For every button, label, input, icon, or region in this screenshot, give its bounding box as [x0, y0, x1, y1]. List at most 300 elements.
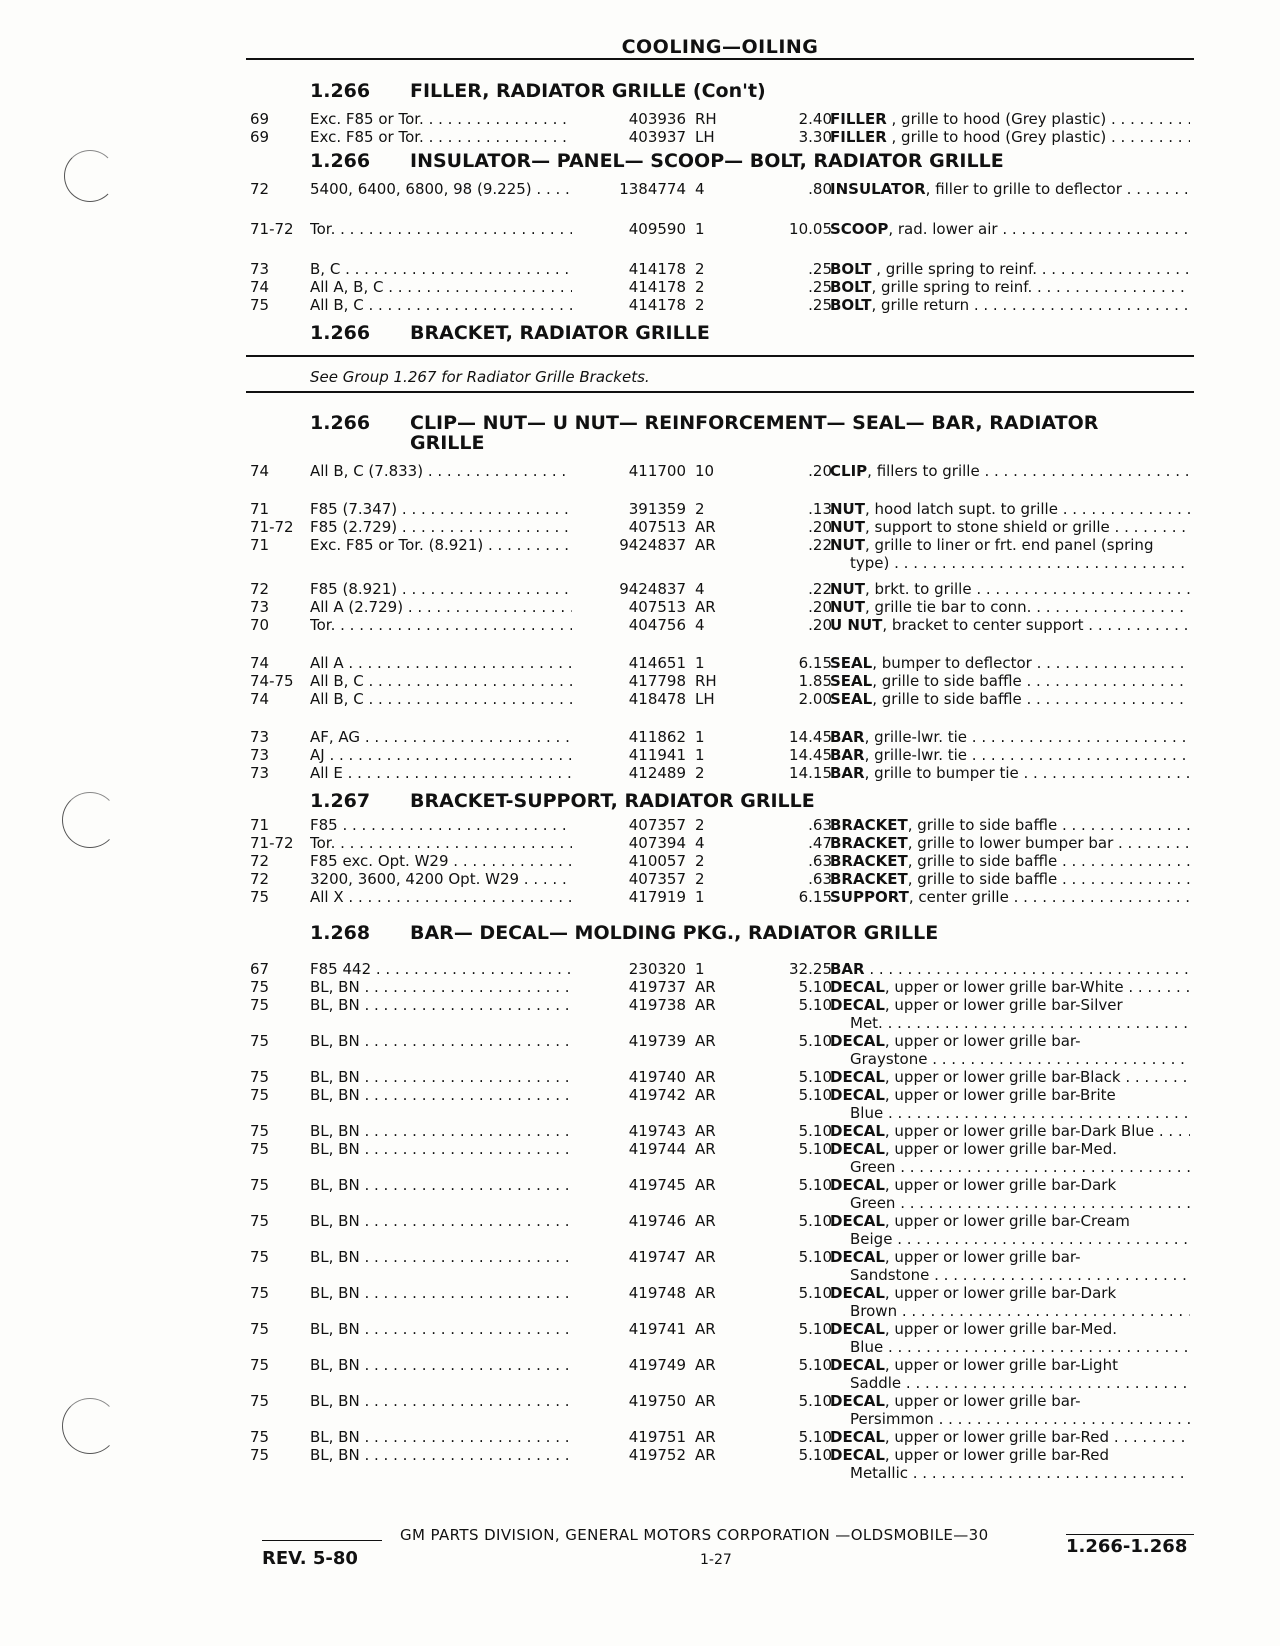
list-price: 5.10 — [798, 1086, 832, 1104]
model-year: 70 — [250, 616, 270, 634]
list-price: .20 — [808, 598, 832, 616]
description-text: , fillers to grille — [867, 462, 980, 480]
application: Exc. F85 or Tor. (8.921) . . . — [310, 536, 572, 554]
description-keyword: NUT — [830, 598, 865, 616]
part-number: 411941 — [628, 746, 686, 764]
description-continued: Blue . . . — [850, 1338, 1190, 1356]
section-heading — [0, 412, 1280, 454]
description-keyword: DECAL — [830, 1428, 885, 1446]
description-text: , support to stone shield or grille — [864, 518, 1110, 536]
application: F85 . . . — [310, 816, 572, 834]
quantity: AR — [695, 1320, 716, 1338]
model-year: 69 — [250, 128, 270, 146]
part-number: 419743 — [628, 1122, 686, 1140]
quantity: AR — [695, 1140, 716, 1158]
quantity: 1 — [695, 960, 705, 978]
binder-hole-mark — [62, 1398, 118, 1454]
quantity: 1 — [695, 746, 705, 764]
application: BL, BN . . . — [310, 1068, 572, 1086]
application: B, C . . . — [310, 260, 572, 278]
model-year: 72 — [250, 870, 270, 888]
list-price: 2.40 — [798, 110, 832, 128]
description-text: , grille to lower bumper bar — [907, 834, 1114, 852]
quantity: AR — [695, 598, 716, 616]
section-title: BRACKET, RADIATOR GRILLE — [410, 322, 710, 344]
description-text: , upper or lower grille bar-Med. — [884, 1320, 1117, 1338]
description — [830, 1356, 1190, 1374]
description-text: , grille return — [871, 296, 970, 314]
application: BL, BN . . . — [310, 1284, 572, 1302]
part-number: 411862 — [628, 728, 686, 746]
quantity: AR — [695, 978, 716, 996]
description — [830, 110, 1190, 128]
application: BL, BN . . . — [310, 978, 572, 996]
description — [830, 1212, 1190, 1230]
description-keyword: NUT — [830, 518, 865, 536]
list-price: 5.10 — [798, 1320, 832, 1338]
list-price: 5.10 — [798, 1140, 832, 1158]
description — [830, 462, 1190, 480]
quantity: 1 — [695, 888, 705, 906]
list-price: 5.10 — [798, 1248, 832, 1266]
quantity: AR — [695, 1032, 716, 1050]
description-text: , grille-lwr. tie — [864, 746, 968, 764]
model-year: 72 — [250, 180, 270, 198]
application: AJ . . . — [310, 746, 572, 764]
description-text: , center grille — [908, 888, 1009, 906]
list-price: 5.10 — [798, 978, 832, 996]
model-year: 75 — [250, 1446, 270, 1464]
description — [830, 616, 1190, 634]
part-number: 419739 — [628, 1032, 686, 1050]
description-text: , grille to hood (Grey plastic) — [886, 128, 1107, 146]
model-year: 75 — [250, 1122, 270, 1140]
description — [830, 1122, 1190, 1140]
description-text: , grille spring to reinf. — [871, 260, 1037, 278]
quantity: 1 — [695, 220, 705, 238]
quantity: 2 — [695, 764, 705, 782]
description-continued: Graystone . . . — [850, 1050, 1190, 1068]
model-year: 73 — [250, 260, 270, 278]
part-number: 407513 — [628, 598, 686, 616]
quantity: 2 — [695, 296, 705, 314]
quantity: AR — [695, 1428, 716, 1446]
part-number: 414651 — [628, 654, 686, 672]
application: All A (2.729) . . . — [310, 598, 572, 616]
quantity: AR — [695, 996, 716, 1014]
part-number: 419748 — [628, 1284, 686, 1302]
model-year: 73 — [250, 598, 270, 616]
footer-rule-left — [262, 1540, 382, 1541]
section-number: 1.266 — [310, 322, 371, 344]
application: BL, BN . . . — [310, 1446, 572, 1464]
part-number: 407513 — [628, 518, 686, 536]
model-year: 74 — [250, 690, 270, 708]
list-price: .20 — [808, 616, 832, 634]
description-continued: Sandstone . . . — [850, 1266, 1190, 1284]
application: Tor. . . . — [310, 220, 572, 238]
application: Exc. F85 or Tor. . . . — [310, 110, 572, 128]
application: BL, BN . . . — [310, 1122, 572, 1140]
part-number: 407357 — [628, 816, 686, 834]
description-keyword: DECAL — [830, 1176, 885, 1194]
quantity: AR — [695, 1392, 716, 1410]
list-price: 6.15 — [798, 888, 832, 906]
description-text: , grille to liner or frt. end panel (spring — [864, 536, 1154, 554]
list-price: .63 — [808, 870, 832, 888]
section-title-continued: GRILLE — [410, 432, 485, 454]
description-text: , grille to side baffle — [907, 870, 1058, 888]
description-keyword: DECAL — [830, 1356, 885, 1374]
description-keyword: BRACKET — [830, 870, 908, 888]
model-year: 74 — [250, 654, 270, 672]
description — [830, 1248, 1190, 1266]
description-keyword: DECAL — [830, 1032, 885, 1050]
application: F85 exc. Opt. W29 . . . — [310, 852, 572, 870]
application: F85 (7.347) . . . — [310, 500, 572, 518]
description — [830, 1140, 1190, 1158]
application: All B, C (7.833) . . . — [310, 462, 572, 480]
model-year: 73 — [250, 746, 270, 764]
list-price: 14.15 — [789, 764, 832, 782]
part-number: 404756 — [628, 616, 686, 634]
note-rule-top — [246, 355, 1194, 357]
application: AF, AG . . . — [310, 728, 572, 746]
quantity: AR — [695, 1248, 716, 1266]
description-continued: Blue . . . — [850, 1104, 1190, 1122]
description-text: , grille to side baffle — [872, 690, 1022, 708]
group-note: See Group 1.267 for Radiator Grille Brackets. — [310, 368, 650, 386]
description-text: , upper or lower grille bar-Dark — [884, 1284, 1117, 1302]
part-number: 419749 — [628, 1356, 686, 1374]
section-title: BAR— DECAL— MOLDING PKG., RADIATOR GRILLE — [410, 922, 939, 944]
description-keyword: FILLER — [830, 110, 887, 128]
model-year: 75 — [250, 888, 270, 906]
binder-hole-mark — [64, 150, 116, 202]
list-price: 5.10 — [798, 1392, 832, 1410]
description — [830, 536, 1190, 554]
description — [830, 296, 1190, 314]
description-text: , grille to side baffle — [872, 672, 1022, 690]
model-year: 71 — [250, 816, 270, 834]
model-year: 75 — [250, 1140, 270, 1158]
description-continued: type) . . . — [850, 554, 1190, 572]
description-text: , grille to side baffle — [907, 852, 1058, 870]
description-keyword: DECAL — [830, 1086, 885, 1104]
description-text: , filler to grille to deflector — [925, 180, 1122, 198]
model-year: 71-72 — [250, 518, 294, 536]
application: All A, B, C . . . — [310, 278, 572, 296]
model-year: 75 — [250, 1428, 270, 1446]
quantity: AR — [695, 1176, 716, 1194]
part-number: 417919 — [628, 888, 686, 906]
description-continued: Green . . . — [850, 1194, 1190, 1212]
list-price: 14.45 — [789, 746, 832, 764]
description-keyword: SEAL — [830, 654, 873, 672]
part-number: 407394 — [628, 834, 686, 852]
description-text: , upper or lower grille bar-Cream — [884, 1212, 1130, 1230]
description — [830, 518, 1190, 536]
description-keyword: BRACKET — [830, 816, 908, 834]
description-keyword: DECAL — [830, 1446, 885, 1464]
part-number: 1384774 — [619, 180, 686, 198]
description — [830, 1176, 1190, 1194]
application: BL, BN . . . — [310, 1248, 572, 1266]
description-text: , grille spring to reinf. — [871, 278, 1033, 296]
application: BL, BN . . . — [310, 1176, 572, 1194]
part-number: 419744 — [628, 1140, 686, 1158]
description — [830, 260, 1190, 278]
list-price: .80 — [808, 180, 832, 198]
list-price: 32.25 — [789, 960, 832, 978]
description — [830, 1284, 1190, 1302]
quantity: AR — [695, 1212, 716, 1230]
description-keyword: NUT — [830, 500, 865, 518]
description-text: , upper or lower grille bar-Med. — [884, 1140, 1117, 1158]
description-text: , upper or lower grille bar-Red — [884, 1428, 1110, 1446]
part-number: 419752 — [628, 1446, 686, 1464]
application: All E . . . — [310, 764, 572, 782]
description — [830, 278, 1190, 296]
model-year: 75 — [250, 1248, 270, 1266]
part-number: 419746 — [628, 1212, 686, 1230]
quantity: AR — [695, 1356, 716, 1374]
description-text: , upper or lower grille bar- — [884, 1248, 1081, 1266]
list-price: 2.00 — [798, 690, 832, 708]
model-year: 74 — [250, 278, 270, 296]
model-year: 75 — [250, 1320, 270, 1338]
description-keyword: DECAL — [830, 1212, 885, 1230]
list-price: .25 — [808, 260, 832, 278]
application: Tor. . . . — [310, 834, 572, 852]
application: All B, C . . . — [310, 672, 572, 690]
model-year: 75 — [250, 1068, 270, 1086]
application: 3200, 3600, 4200 Opt. W29 . . . — [310, 870, 572, 888]
section-title: BRACKET-SUPPORT, RADIATOR GRILLE — [410, 790, 815, 812]
header-rule — [246, 58, 1194, 60]
description-text: , grille tie bar to conn. — [864, 598, 1032, 616]
application: Tor. . . . — [310, 616, 572, 634]
description — [830, 1032, 1190, 1050]
model-year: 71-72 — [250, 220, 294, 238]
section-number: 1.266 — [310, 150, 371, 172]
model-year: 71 — [250, 500, 270, 518]
description-text: , upper or lower grille bar-Light — [884, 1356, 1118, 1374]
section-number: 1.267 — [310, 790, 371, 812]
application: BL, BN . . . — [310, 1428, 572, 1446]
list-price: 5.10 — [798, 1212, 832, 1230]
part-number: 391359 — [628, 500, 686, 518]
description-text: , upper or lower grille bar-Silver — [884, 996, 1123, 1014]
quantity: 10 — [695, 462, 715, 480]
description-text: , bumper to deflector — [872, 654, 1032, 672]
model-year: 73 — [250, 764, 270, 782]
description-keyword: DECAL — [830, 1140, 885, 1158]
description — [830, 888, 1190, 906]
model-year: 74 — [250, 462, 270, 480]
description-keyword: DECAL — [830, 1248, 885, 1266]
list-price: 5.10 — [798, 1032, 832, 1050]
footer-group-range: 1.266-1.268 — [1066, 1536, 1188, 1557]
description-continued: Metallic . . . — [850, 1464, 1190, 1482]
list-price: .25 — [808, 296, 832, 314]
description — [830, 978, 1190, 996]
part-number: 414178 — [628, 260, 686, 278]
description-keyword: NUT — [830, 536, 865, 554]
model-year: 72 — [250, 580, 270, 598]
application: All X . . . — [310, 888, 572, 906]
quantity: 2 — [695, 260, 705, 278]
application: 5400, 6400, 6800, 98 (9.225) . . . — [310, 180, 572, 198]
list-price: .63 — [808, 852, 832, 870]
description — [830, 690, 1190, 708]
section-heading — [0, 922, 1280, 946]
description-continued: Green . . . — [850, 1158, 1190, 1176]
model-year: 75 — [250, 1356, 270, 1374]
description — [830, 852, 1190, 870]
description — [830, 1428, 1190, 1446]
list-price: 5.10 — [798, 1356, 832, 1374]
description-text: , grille to hood (Grey plastic) — [886, 110, 1107, 128]
description-keyword: BOLT — [830, 278, 872, 296]
quantity: 4 — [695, 616, 705, 634]
application: BL, BN . . . — [310, 1140, 572, 1158]
description — [830, 220, 1190, 238]
model-year: 75 — [250, 1176, 270, 1194]
list-price: .20 — [808, 518, 832, 536]
part-number: 419751 — [628, 1428, 686, 1446]
quantity: 1 — [695, 728, 705, 746]
note-rule-bottom — [246, 391, 1194, 393]
description-keyword: SCOOP — [830, 220, 889, 238]
description — [830, 1320, 1190, 1338]
model-year: 75 — [250, 1086, 270, 1104]
list-price: 14.45 — [789, 728, 832, 746]
page-title: COOLING—OILING — [621, 36, 819, 58]
model-year: 75 — [250, 1392, 270, 1410]
application: All B, C . . . — [310, 690, 572, 708]
description-continued: Met. . . . — [850, 1014, 1190, 1032]
description — [830, 996, 1190, 1014]
description-keyword: DECAL — [830, 996, 885, 1014]
section-heading — [0, 322, 1280, 346]
quantity: AR — [695, 1284, 716, 1302]
part-number: 418478 — [628, 690, 686, 708]
description-text: , bracket to center support — [882, 616, 1084, 634]
quantity: LH — [695, 690, 715, 708]
model-year: 74-75 — [250, 672, 294, 690]
part-number: 412489 — [628, 764, 686, 782]
quantity: RH — [695, 672, 717, 690]
quantity: AR — [695, 536, 716, 554]
description-keyword: FILLER — [830, 128, 887, 146]
part-number: 414178 — [628, 296, 686, 314]
description-keyword: NUT — [830, 580, 865, 598]
description — [830, 672, 1190, 690]
description — [830, 1086, 1190, 1104]
description-text: , upper or lower grille bar- — [884, 1032, 1081, 1050]
description-text: , upper or lower grille bar-Red — [884, 1446, 1110, 1464]
description-keyword: DECAL — [830, 978, 885, 996]
model-year: 75 — [250, 996, 270, 1014]
description-text: , grille-lwr. tie — [864, 728, 968, 746]
description-keyword: SEAL — [830, 672, 873, 690]
list-price: 5.10 — [798, 1284, 832, 1302]
binder-hole-mark — [62, 792, 118, 848]
description-keyword: BAR — [830, 960, 865, 978]
description-keyword: DECAL — [830, 1068, 885, 1086]
model-year: 75 — [250, 978, 270, 996]
part-number: 9424837 — [619, 536, 686, 554]
quantity: 2 — [695, 870, 705, 888]
list-price: 5.10 — [798, 996, 832, 1014]
list-price: 5.10 — [798, 1446, 832, 1464]
footer-rule-right — [1066, 1534, 1194, 1535]
part-number: 414178 — [628, 278, 686, 296]
list-price: .47 — [808, 834, 832, 852]
part-number: 419750 — [628, 1392, 686, 1410]
section-heading — [0, 80, 1280, 104]
part-number: 411700 — [628, 462, 686, 480]
part-number: 409590 — [628, 220, 686, 238]
description-continued: Saddle . . . — [850, 1374, 1190, 1392]
list-price: 5.10 — [798, 1068, 832, 1086]
description-keyword: BAR — [830, 764, 865, 782]
quantity: 4 — [695, 580, 705, 598]
model-year: 67 — [250, 960, 270, 978]
quantity: 2 — [695, 500, 705, 518]
description — [830, 1446, 1190, 1464]
description — [830, 764, 1190, 782]
list-price: 1.85 — [798, 672, 832, 690]
application: BL, BN . . . — [310, 1356, 572, 1374]
description-continued: Persimmon . . . — [850, 1410, 1190, 1428]
application: BL, BN . . . — [310, 1086, 572, 1104]
footer-revision: REV. 5-80 — [262, 1548, 358, 1569]
description — [830, 654, 1190, 672]
application: F85 (2.729) . . . — [310, 518, 572, 536]
quantity: 2 — [695, 852, 705, 870]
description-continued: Brown . . . — [850, 1302, 1190, 1320]
model-year: 69 — [250, 110, 270, 128]
quantity: AR — [695, 518, 716, 536]
description-keyword: BOLT — [830, 296, 872, 314]
footer-page-number: 1-27 — [700, 1552, 732, 1568]
description-keyword: DECAL — [830, 1122, 885, 1140]
application: BL, BN . . . — [310, 1320, 572, 1338]
model-year: 71-72 — [250, 834, 294, 852]
description-text: , brkt. to grille — [864, 580, 972, 598]
description — [830, 834, 1190, 852]
description — [830, 1392, 1190, 1410]
quantity: AR — [695, 1122, 716, 1140]
model-year: 73 — [250, 728, 270, 746]
description — [830, 128, 1190, 146]
description — [830, 180, 1190, 198]
description-text: , hood latch supt. to grille — [864, 500, 1058, 518]
description-keyword: U NUT — [830, 616, 883, 634]
quantity: AR — [695, 1446, 716, 1464]
description-text: , grille to bumper tie — [864, 764, 1019, 782]
description-keyword: SEAL — [830, 690, 873, 708]
section-title: FILLER, RADIATOR GRILLE (Con't) — [410, 80, 766, 102]
footer-publisher: GM PARTS DIVISION, GENERAL MOTORS CORPORATION —OLDSMOBILE—30 — [400, 1526, 989, 1544]
description — [830, 746, 1190, 764]
description — [830, 500, 1190, 518]
description-text: , grille to side baffle — [907, 816, 1058, 834]
part-number: 419745 — [628, 1176, 686, 1194]
description — [830, 1068, 1190, 1086]
